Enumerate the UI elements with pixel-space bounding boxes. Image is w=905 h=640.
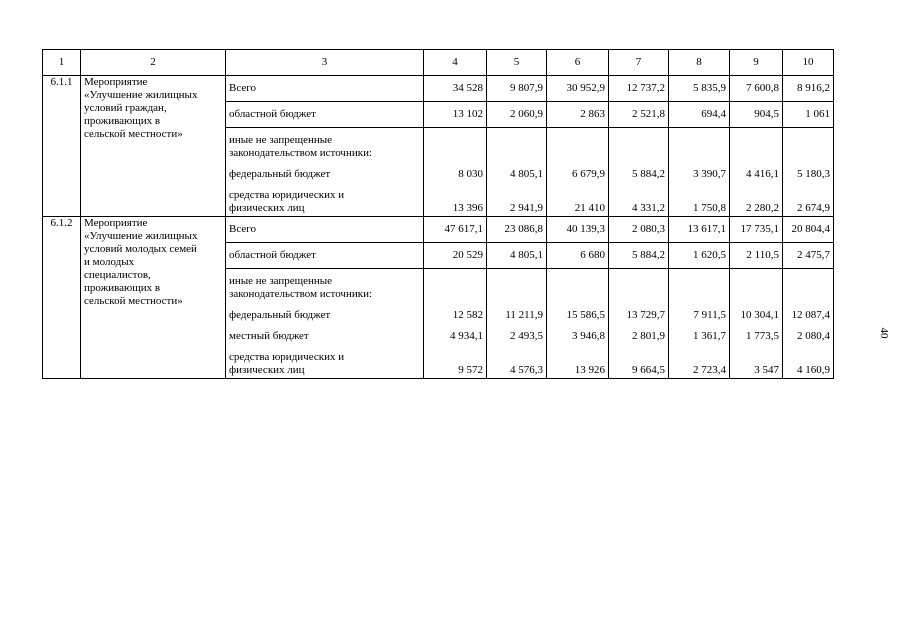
source-label: Всего <box>226 76 424 102</box>
event-name-line: проживающих в <box>84 282 161 294</box>
spacer <box>612 134 665 168</box>
value-cell: 17 735,1 <box>730 217 783 243</box>
value-column <box>669 269 730 379</box>
spacer <box>733 275 779 309</box>
source-label: областной бюджет <box>226 243 424 269</box>
header-cell: 10 <box>783 50 834 76</box>
value-cell: 3 946,8 <box>572 330 605 342</box>
event-name <box>81 217 226 379</box>
value-cell: 12 087,4 <box>791 309 830 321</box>
event-code: 6.1.1 <box>43 76 81 217</box>
header-cell: 2 <box>81 50 226 76</box>
header-cell: 4 <box>424 50 487 76</box>
header-cell: 1 <box>43 50 81 76</box>
spacer <box>672 275 726 309</box>
table-row <box>43 217 834 243</box>
value-cell: 12 582 <box>452 309 483 321</box>
value-cell: 1 061 <box>783 102 834 128</box>
event-code: 6.1.2 <box>43 217 81 379</box>
spacer <box>229 181 420 189</box>
event-name <box>81 76 226 217</box>
event-name-line: Мероприятие <box>84 76 148 88</box>
value-cell: 9 807,9 <box>487 76 547 102</box>
page-number: 40 <box>878 327 890 339</box>
spacer <box>490 275 543 309</box>
source-label-line: физических лиц <box>229 202 305 214</box>
source-label-line: физических лиц <box>229 364 305 376</box>
value-cell: 9 664,5 <box>632 364 665 376</box>
header-cell: 5 <box>487 50 547 76</box>
value-column <box>487 269 547 379</box>
spacer <box>786 181 830 202</box>
value-cell: 4 416,1 <box>746 168 779 180</box>
spacer <box>612 322 665 330</box>
spacer <box>612 343 665 364</box>
value-cell: 2 475,7 <box>783 243 834 269</box>
value-cell: 2 280,2 <box>746 202 779 214</box>
value-column <box>424 269 487 379</box>
value-cell: 3 390,7 <box>693 168 726 180</box>
value-cell: 30 952,9 <box>547 76 609 102</box>
value-column <box>669 128 730 217</box>
spacer <box>733 134 779 168</box>
spacer <box>229 322 420 330</box>
value-cell: 5 180,3 <box>797 168 830 180</box>
event-name-line: сельской местности» <box>84 128 183 140</box>
source-label-line: федеральный бюджет <box>229 309 331 321</box>
value-column <box>547 269 609 379</box>
spacer <box>229 160 420 168</box>
value-column <box>547 128 609 217</box>
value-cell: 20 529 <box>424 243 487 269</box>
spacer <box>490 134 543 168</box>
spacer <box>550 181 605 202</box>
spacer <box>733 343 779 364</box>
value-cell: 2 941,9 <box>510 202 543 214</box>
source-label-line: средства юридических и <box>229 189 345 201</box>
source-label-line: федеральный бюджет <box>229 168 331 180</box>
value-column <box>783 269 834 379</box>
value-cell: 2 801,9 <box>632 330 665 342</box>
value-cell: 20 804,4 <box>783 217 834 243</box>
value-cell: 2 080,4 <box>797 330 830 342</box>
value-cell: 6 679,9 <box>572 168 605 180</box>
value-column <box>609 269 669 379</box>
spacer <box>490 322 543 330</box>
spacer <box>733 322 779 330</box>
value-cell: 7 911,5 <box>693 309 726 321</box>
spacer <box>490 343 543 364</box>
spacer <box>672 343 726 364</box>
event-name-line: специалистов, <box>84 269 151 281</box>
event-name-line: «Улучшение жилищных <box>84 230 198 242</box>
spacer <box>550 275 605 309</box>
value-cell: 4 805,1 <box>487 243 547 269</box>
header-cell: 3 <box>226 50 424 76</box>
value-cell: 2 493,5 <box>510 330 543 342</box>
other-sources-intro: законодательством источники: <box>229 147 373 159</box>
spacer <box>229 343 420 351</box>
value-cell: 5 835,9 <box>669 76 730 102</box>
value-cell: 40 139,3 <box>547 217 609 243</box>
spacer <box>427 134 483 168</box>
value-cell: 9 572 <box>458 364 483 376</box>
value-cell: 47 617,1 <box>424 217 487 243</box>
spacer <box>490 181 543 202</box>
other-sources-intro: иные не запрещенные <box>229 134 333 146</box>
value-cell: 12 737,2 <box>609 76 669 102</box>
value-cell: 15 586,5 <box>566 309 605 321</box>
source-label-line: средства юридических и <box>229 351 345 363</box>
spacer <box>672 181 726 202</box>
value-cell: 1 361,7 <box>693 330 726 342</box>
event-name-line: проживающих в <box>84 115 161 127</box>
spacer <box>550 322 605 330</box>
event-name-line: условий молодых семей <box>84 243 197 255</box>
value-cell: 13 729,7 <box>626 309 665 321</box>
source-label: областной бюджет <box>226 102 424 128</box>
value-cell: 7 600,8 <box>730 76 783 102</box>
other-sources-intro: законодательством источники: <box>229 288 373 300</box>
value-cell: 4 160,9 <box>797 364 830 376</box>
spacer <box>733 181 779 202</box>
spacer <box>550 134 605 168</box>
spacer <box>229 301 420 309</box>
spacer <box>786 134 830 168</box>
value-cell: 13 102 <box>424 102 487 128</box>
budget-table <box>42 49 834 379</box>
value-column <box>730 128 783 217</box>
value-cell: 2 674,9 <box>797 202 830 214</box>
value-cell: 2 521,8 <box>609 102 669 128</box>
header-cell: 6 <box>547 50 609 76</box>
other-sources <box>226 128 424 217</box>
event-name-line: сельской местности» <box>84 295 183 307</box>
spacer <box>786 322 830 330</box>
value-cell: 13 926 <box>574 364 605 376</box>
value-cell: 23 086,8 <box>487 217 547 243</box>
event-name-line: и молодых <box>84 256 135 268</box>
source-label: Всего <box>226 217 424 243</box>
spacer <box>427 181 483 202</box>
spacer <box>612 181 665 202</box>
header-cell: 8 <box>669 50 730 76</box>
event-name-line: «Улучшение жилищных <box>84 89 198 101</box>
spacer <box>427 275 483 309</box>
table-body <box>43 50 834 379</box>
spacer <box>672 322 726 330</box>
header-row <box>43 50 834 76</box>
value-cell: 2 110,5 <box>730 243 783 269</box>
spacer <box>427 322 483 330</box>
value-cell: 8 916,2 <box>783 76 834 102</box>
header-cell: 9 <box>730 50 783 76</box>
value-cell: 5 884,2 <box>609 243 669 269</box>
source-label-line: местный бюджет <box>229 330 309 342</box>
value-cell: 1 773,5 <box>746 330 779 342</box>
spacer <box>786 343 830 364</box>
value-column <box>424 128 487 217</box>
value-cell: 6 680 <box>547 243 609 269</box>
value-cell: 904,5 <box>730 102 783 128</box>
header-cell: 7 <box>609 50 669 76</box>
value-cell: 2 723,4 <box>693 364 726 376</box>
value-cell: 1 750,8 <box>693 202 726 214</box>
value-column <box>609 128 669 217</box>
spacer <box>672 134 726 168</box>
value-cell: 2 080,3 <box>609 217 669 243</box>
value-cell: 694,4 <box>669 102 730 128</box>
value-cell: 2 060,9 <box>487 102 547 128</box>
spacer <box>786 275 830 309</box>
value-column <box>487 128 547 217</box>
value-cell: 4 805,1 <box>510 168 543 180</box>
spacer <box>427 343 483 364</box>
event-name-line: Мероприятие <box>84 217 148 229</box>
value-cell: 2 863 <box>547 102 609 128</box>
value-cell: 10 304,1 <box>740 309 779 321</box>
value-cell: 21 410 <box>574 202 605 214</box>
value-cell: 5 884,2 <box>632 168 665 180</box>
value-column <box>730 269 783 379</box>
value-cell: 13 396 <box>452 202 483 214</box>
value-cell: 1 620,5 <box>669 243 730 269</box>
value-cell: 13 617,1 <box>669 217 730 243</box>
value-cell: 4 576,3 <box>510 364 543 376</box>
table-row <box>43 76 834 102</box>
other-sources-intro: иные не запрещенные <box>229 275 333 287</box>
other-sources <box>226 269 424 379</box>
value-cell: 11 211,9 <box>505 309 543 321</box>
value-cell: 8 030 <box>458 168 483 180</box>
value-cell: 3 547 <box>754 364 779 376</box>
spacer <box>612 275 665 309</box>
event-name-line: условий граждан, <box>84 102 167 114</box>
value-cell: 4 331,2 <box>632 202 665 214</box>
value-column <box>783 128 834 217</box>
value-cell: 4 934,1 <box>450 330 483 342</box>
value-cell: 34 528 <box>424 76 487 102</box>
spacer <box>550 343 605 364</box>
